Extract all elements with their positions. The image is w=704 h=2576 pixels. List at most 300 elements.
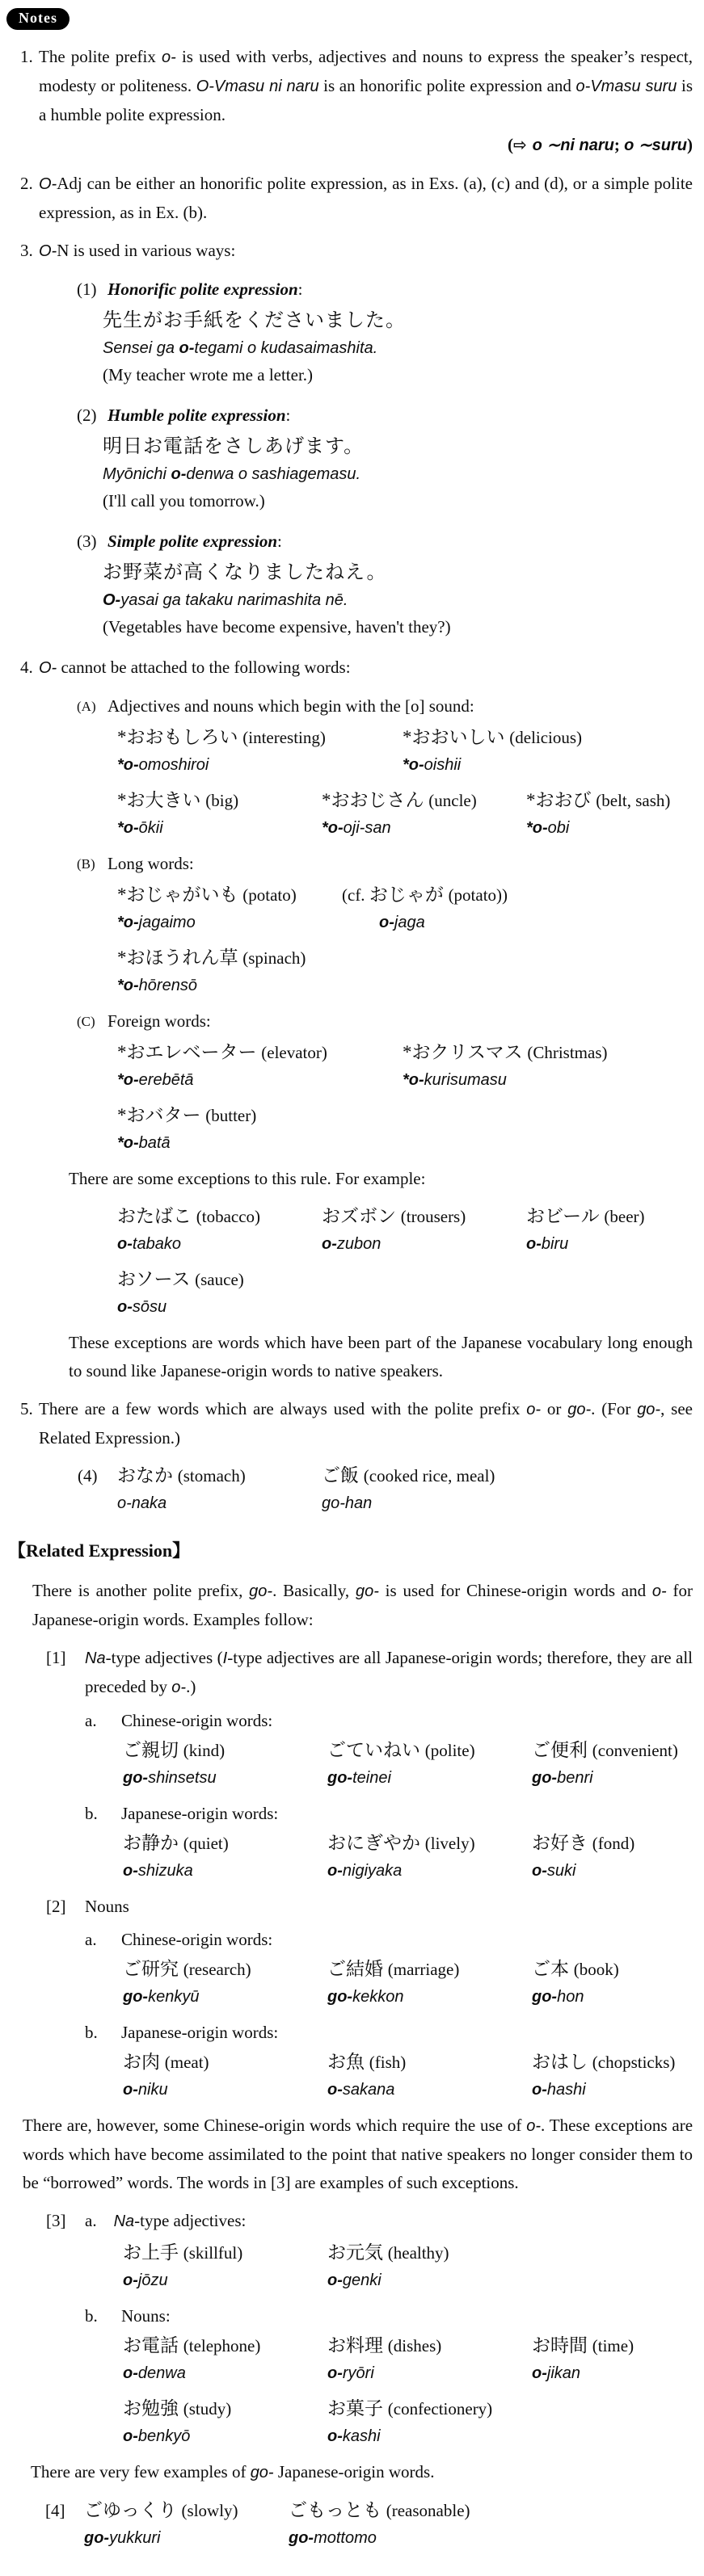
word-romaji [526, 1230, 645, 1258]
word-japanese [327, 2332, 525, 2360]
word-romaji [322, 1490, 495, 1517]
word-romaji [532, 2360, 634, 2387]
word-entry [327, 2332, 532, 2387]
item-marker: [3] [46, 2211, 66, 2230]
word-entry [532, 1737, 685, 1792]
item-marker: b. [85, 2023, 98, 2042]
text-run: (belt, sash) [596, 791, 671, 810]
block-text [107, 532, 282, 551]
block-text [39, 1399, 693, 1448]
text-run: Adj can be either an honorific polite expression, as in Exs. (a), (c) and (d), or a simple polite expression, as in Ex. (b). [39, 174, 693, 222]
item-marker: 5. [20, 1399, 33, 1418]
text-run: (kind) [183, 1741, 226, 1760]
romaji-text: o- [327, 2271, 343, 2289]
bracket-item [46, 1644, 693, 1702]
word-japanese [403, 724, 582, 751]
paragraph [31, 2458, 693, 2487]
word-romaji [117, 909, 335, 936]
romaji-text: go- [123, 1988, 149, 2006]
word-entry [526, 787, 677, 842]
word-romaji [123, 2076, 321, 2103]
text-run: Nouns [85, 1897, 129, 1916]
romaji-text: o- [162, 48, 176, 66]
item-marker: 4. [20, 658, 33, 677]
word-table-row [78, 1462, 704, 1517]
romaji-text: kenkyū [148, 1988, 200, 2006]
word-entry [342, 881, 514, 936]
text-run: is used with verbs, adjectives and nouns to express the speaker’s respect, modesty or politeness. [39, 47, 693, 95]
word-entry [322, 1462, 501, 1517]
word-japanese [123, 2395, 321, 2423]
word-entry [403, 724, 588, 779]
romaji-text: go- [567, 1401, 592, 1418]
word-japanese [327, 2395, 492, 2423]
word-table-row [117, 1102, 704, 1157]
block-text [69, 1333, 693, 1380]
japanese-text: *おバター [117, 1105, 206, 1125]
note-item [20, 653, 693, 683]
word-entry [327, 2395, 499, 2450]
romaji-text: *o- [117, 819, 139, 837]
romaji-text: O- [103, 591, 121, 609]
block-text [85, 2211, 246, 2230]
romaji-text: niku [137, 2081, 168, 2099]
text-run: Japanese-origin words: [121, 1804, 279, 1823]
romaji-text: o- [171, 1679, 187, 1696]
romaji-text: jikan [546, 2364, 581, 2382]
japanese-text: ご便利 [532, 1740, 592, 1760]
note-item [20, 237, 693, 266]
romaji-text: kashi [342, 2427, 381, 2445]
sub-item [77, 527, 693, 556]
word-japanese [327, 1956, 525, 1983]
block-text [85, 1897, 129, 1916]
text-run: There are very few examples of [31, 2462, 251, 2481]
word-romaji [327, 2076, 525, 2103]
romaji-text: go- [123, 1769, 149, 1787]
text-run: (stomach) [177, 1466, 246, 1486]
block-text [8, 1540, 190, 1561]
japanese-text: お菓子 [327, 2398, 388, 2418]
word-romaji [123, 2423, 321, 2450]
section-header [8, 1536, 693, 1565]
word-romaji [84, 2524, 282, 2552]
romaji-text: o ∼suru [624, 137, 687, 154]
word-table-row [123, 1830, 704, 1885]
word-japanese [327, 1737, 525, 1764]
text-run: Simple polite expression [107, 532, 277, 551]
text-run: : [285, 406, 291, 425]
text-run: ⇨ [512, 135, 533, 154]
japanese-text: ご親切 [123, 1740, 183, 1760]
romaji-text: Na [85, 1649, 106, 1667]
word-romaji [123, 1983, 321, 2011]
word-entry [327, 2239, 456, 2294]
block-text [39, 241, 235, 260]
romaji-text: denwa o sashiagemasu. [186, 465, 361, 483]
japanese-text: *おほうれん草 [117, 948, 243, 968]
text-run: The polite prefix [39, 47, 162, 66]
romaji-text: go- [289, 2529, 314, 2547]
romaji-text: o- [123, 1862, 138, 1880]
romaji-text: Sensei ga [103, 339, 179, 357]
romaji-text: o- [526, 2117, 542, 2135]
word-japanese [327, 2049, 525, 2076]
word-row [117, 1039, 704, 1094]
romaji-text: obi [547, 819, 570, 837]
word-romaji [403, 1066, 608, 1094]
text-run: (study) [183, 2399, 232, 2418]
block-text [39, 47, 693, 124]
word-romaji [526, 814, 670, 842]
romaji-text: o- [123, 2081, 138, 2099]
word-japanese [403, 1039, 608, 1066]
text-run: . Basically, [272, 1581, 356, 1600]
romaji-text: *o- [117, 1134, 139, 1152]
item-marker: (3) [77, 532, 97, 551]
text-run: (quiet) [183, 1834, 229, 1853]
romaji-text: batā [138, 1134, 171, 1152]
romaji-text: sōsu [132, 1298, 167, 1316]
text-run: (Christmas) [527, 1043, 608, 1062]
document-content [0, 43, 704, 2552]
word-entry [327, 2049, 532, 2103]
text-run: N is used in various ways: [57, 241, 236, 260]
word-romaji [327, 2360, 525, 2387]
text-run: (dishes) [387, 2336, 442, 2355]
word-romaji [117, 1490, 315, 1517]
word-japanese [322, 1203, 520, 1230]
romaji-text: *o- [117, 914, 139, 931]
word-romaji [123, 1857, 321, 1885]
text-run: (fond) [592, 1834, 635, 1853]
word-japanese [322, 1462, 495, 1490]
word-japanese [123, 2239, 321, 2267]
word-japanese [532, 1737, 678, 1764]
word-entry [532, 2049, 681, 2103]
romaji-text: oishii [424, 756, 462, 774]
word-row [117, 787, 704, 842]
romaji-text: o- [123, 2427, 138, 2445]
japanese-text: *おおいしい [403, 727, 510, 747]
romaji-text: o- [526, 1235, 542, 1253]
word-entry [117, 724, 403, 779]
text-run: (healthy) [387, 2243, 449, 2263]
word-romaji [532, 1983, 619, 2011]
romaji-text: go-han [322, 1494, 373, 1512]
word-entry [117, 1203, 322, 1258]
word-table-row [117, 944, 704, 999]
item-marker: (A) [77, 699, 96, 714]
sub-item [77, 1007, 693, 1036]
word-entry [117, 787, 322, 842]
word-entry [123, 2049, 327, 2103]
word-row [84, 2497, 704, 2552]
english-translation: (My teacher wrote me a letter.) [103, 365, 314, 385]
romaji-text: *o- [526, 819, 548, 837]
word-japanese [526, 787, 670, 814]
word-row [123, 2395, 704, 2450]
text-run: (sauce) [195, 1270, 244, 1289]
word-romaji [327, 1764, 525, 1792]
word-romaji [327, 1857, 525, 1885]
text-run: (cf. [342, 885, 369, 905]
romaji-text: o- [526, 1401, 542, 1418]
word-table-row [45, 2497, 704, 2552]
text-run: -type adjectives: [134, 2211, 247, 2230]
block-text [121, 1930, 272, 1949]
text-run: (beer) [604, 1207, 645, 1226]
block-text [107, 1011, 211, 1031]
romaji-text: suki [546, 1862, 576, 1880]
word-table-row [123, 2239, 704, 2294]
text-run: Foreign words: [107, 1011, 211, 1031]
word-table-row [123, 2332, 704, 2387]
word-japanese [117, 724, 396, 751]
romaji-text: yasai ga takaku narimashita nē. [120, 591, 348, 609]
text-run: . (For [591, 1399, 638, 1418]
word-japanese [532, 2332, 634, 2360]
romaji-text: zubon [336, 1235, 382, 1253]
word-japanese [117, 1266, 244, 1293]
text-run: or [541, 1399, 568, 1418]
word-table-row [123, 2395, 704, 2450]
text-run: 【Related Expression】 [8, 1540, 191, 1561]
word-romaji [117, 814, 315, 842]
word-row [117, 881, 704, 936]
japanese-text: おソース [117, 1269, 196, 1289]
block-text [85, 1648, 693, 1696]
block-text [107, 279, 303, 299]
example-block [103, 307, 693, 389]
english-translation: (I'll call you tomorrow.) [103, 491, 265, 511]
block-text [31, 2462, 434, 2481]
word-table-row [117, 1266, 704, 1321]
word-table-row [117, 724, 704, 779]
text-run: Honorific polite expression [107, 279, 298, 299]
item-marker: (2) [77, 406, 97, 425]
sub-item [77, 401, 693, 430]
word-table-row [117, 1203, 704, 1258]
romaji-text: shinsetsu [148, 1769, 217, 1787]
word-japanese [342, 881, 508, 909]
note-item [20, 170, 693, 227]
romaji-text: oji-san [343, 819, 391, 837]
romaji-text: hashi [546, 2081, 586, 2099]
sub-item [77, 275, 693, 304]
note-item [20, 1395, 693, 1452]
romaji-text: I [222, 1649, 228, 1667]
word-romaji [532, 1764, 678, 1792]
notes-badge-label: Notes [19, 10, 57, 26]
japanese-text: *おおもしろい [117, 727, 243, 747]
text-run: (big) [205, 791, 239, 810]
text-run: (fish) [369, 2053, 407, 2072]
text-run: ) [687, 135, 693, 154]
romaji-text: o- [117, 1235, 133, 1253]
romaji-text: go- [355, 1582, 379, 1600]
block-text [39, 174, 693, 222]
text-run: (cooked rice, meal) [363, 1466, 495, 1486]
word-romaji [532, 1857, 634, 1885]
word-romaji [403, 751, 582, 779]
word-romaji [123, 1764, 321, 1792]
word-table-row [117, 1039, 704, 1094]
word-entry [322, 1203, 526, 1258]
japanese-text: *おおび [526, 790, 597, 810]
item-marker: (C) [77, 1014, 95, 1029]
word-entry [532, 2332, 640, 2387]
notes-section-badge [6, 8, 70, 30]
romaji-text: o- [171, 465, 187, 483]
romaji-text: o- [651, 1582, 667, 1600]
item-marker: b. [85, 1804, 98, 1823]
word-japanese [117, 881, 335, 909]
text-run: (skillful) [183, 2243, 243, 2263]
word-entry [123, 2332, 327, 2387]
word-row [117, 1266, 704, 1321]
word-row [123, 2239, 704, 2294]
japanese-text: お好き [532, 1833, 592, 1853]
text-run: (polite) [424, 1741, 475, 1760]
text-run: Japanese-origin words. [273, 2462, 435, 2481]
romaji-text: ryōri [342, 2364, 374, 2382]
word-entry [327, 1737, 532, 1792]
block-text [32, 1581, 693, 1629]
japanese-text: おにぎやか [327, 1833, 425, 1853]
text-run: (spinach) [242, 948, 306, 968]
word-japanese [123, 2332, 321, 2360]
word-japanese [117, 1039, 396, 1066]
word-entry [327, 1956, 532, 2011]
word-japanese [322, 787, 520, 814]
japanese-text: おなか [117, 1465, 178, 1486]
block-text [107, 854, 194, 873]
text-run: Long words: [107, 854, 194, 873]
word-entry [117, 1462, 322, 1517]
letter-item [85, 2019, 693, 2047]
japanese-text: お上手 [123, 2242, 183, 2263]
romaji-text: hōrensō [138, 977, 197, 994]
word-japanese [117, 1102, 256, 1129]
word-romaji [342, 909, 508, 936]
word-romaji [289, 2524, 470, 2552]
word-japanese [532, 2049, 675, 2076]
japanese-text: おはし [532, 2052, 592, 2072]
word-entry [289, 2497, 477, 2552]
block-text [107, 406, 290, 425]
item-marker: [2] [46, 1897, 66, 1916]
word-row [117, 944, 704, 999]
romaji-text: shizuka [137, 1862, 193, 1880]
word-entry [123, 1737, 327, 1792]
japanese-text: お魚 [327, 2052, 369, 2072]
japanese-text: おビール [526, 1206, 605, 1226]
romaji-text: O-Vmasu ni naru [196, 78, 319, 95]
japanese-text: ごもっとも [289, 2500, 386, 2520]
word-romaji [117, 1293, 244, 1321]
word-romaji [123, 2360, 321, 2387]
romaji-text: *o- [322, 819, 344, 837]
japanese-text: ごていねい [327, 1740, 425, 1760]
text-run: There is another polite prefix, [32, 1581, 250, 1600]
romaji-text: *o- [117, 756, 139, 774]
word-entry [123, 1830, 327, 1885]
word-entry [322, 787, 526, 842]
romaji-text: *o- [403, 756, 424, 774]
romaji-text: O- [39, 242, 57, 260]
japanese-text: *おエレベーター [117, 1042, 262, 1062]
romaji-text: o- [327, 2364, 343, 2382]
romaji-text: o- [532, 2081, 547, 2099]
word-row [117, 1102, 704, 1157]
word-entry [84, 2497, 289, 2552]
note-item [20, 43, 693, 129]
romaji-text: go- [249, 1582, 273, 1600]
romaji-text: o- [327, 1862, 343, 1880]
paragraph [69, 1329, 693, 1385]
romaji-text: o-naka [117, 1494, 167, 1512]
romaji-text: tegami o kudasaimashita. [194, 339, 378, 357]
romaji-text: O- [39, 175, 57, 193]
item-marker: 2. [20, 174, 33, 193]
word-entry [123, 2395, 327, 2450]
text-run: (elevator) [261, 1043, 327, 1062]
romaji-text: go- [637, 1401, 661, 1418]
text-run: There are, however, some Chinese-origin words which require the use of [23, 2116, 527, 2135]
text-run: These exceptions are words which have been part of the Japanese vocabulary long enough to sound like Japanese-origin words to native speakers. [69, 1333, 693, 1380]
text-run: (confectionery) [387, 2399, 493, 2418]
example-block [103, 433, 693, 515]
word-entry [532, 1956, 626, 2011]
word-japanese [84, 2497, 282, 2524]
word-entry [117, 944, 312, 999]
english-translation: (Vegetables have become expensive, haven't they?) [103, 617, 451, 637]
japanese-text: ご本 [532, 1959, 574, 1979]
japanese-text: *おクリスマス [403, 1042, 528, 1062]
word-japanese [123, 1956, 321, 1983]
japanese-sentence: 明日お電話をさしあげます。 [103, 436, 365, 457]
romaji-text: jōzu [137, 2271, 168, 2289]
word-row [123, 2049, 704, 2103]
word-romaji [327, 2423, 492, 2450]
word-romaji [322, 814, 520, 842]
japanese-sentence: 先生がお手紙をくださいました。 [103, 310, 406, 331]
word-japanese [117, 787, 315, 814]
romaji-text: o- [123, 2271, 138, 2289]
romaji-text: o-Vmasu suru [575, 78, 677, 95]
bracket-item [46, 2207, 693, 2236]
text-run: (potato) [242, 885, 297, 905]
item-marker: b. [85, 2306, 98, 2326]
item-marker: (4) [78, 1466, 98, 1486]
word-romaji [123, 2267, 321, 2294]
text-run: (meat) [164, 2053, 209, 2072]
romaji-text: go- [532, 1769, 558, 1787]
word-entry [117, 881, 342, 936]
romaji-text: erebētā [138, 1071, 194, 1089]
japanese-text: おたばこ [117, 1206, 196, 1226]
romaji-text: sakana [342, 2081, 395, 2099]
text-run: ( [507, 135, 513, 154]
romaji-text: o ∼ni naru [532, 137, 614, 154]
text-run: is an honorific polite expression and [318, 76, 576, 95]
text-run: (telephone) [183, 2336, 261, 2355]
word-japanese [289, 2497, 470, 2524]
text-run: Chinese-origin words: [121, 1711, 273, 1730]
word-romaji [327, 1983, 525, 2011]
text-run: (marriage) [387, 1960, 460, 1979]
